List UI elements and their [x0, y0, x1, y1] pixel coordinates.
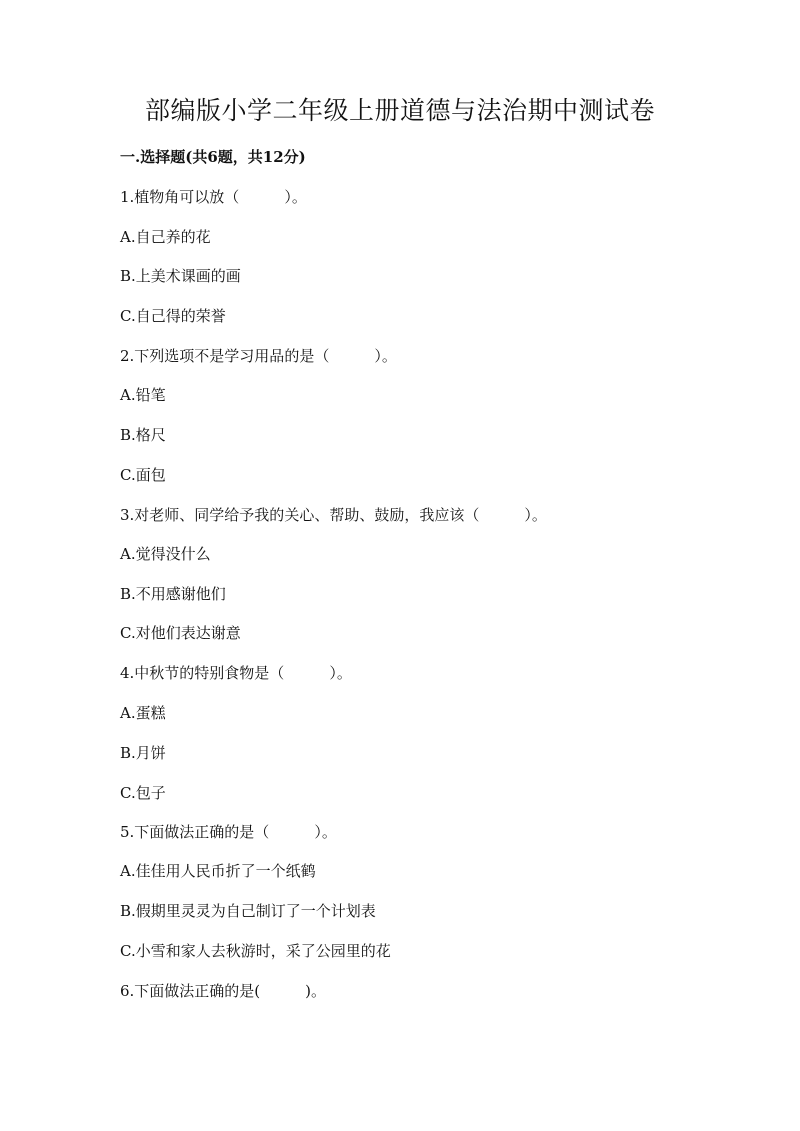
option-1a: A.自己养的花 — [120, 228, 211, 246]
option-3c: C.对他们表达谢意 — [120, 624, 241, 642]
question-6: 6.下面做法正确的是( )。 — [120, 982, 327, 1000]
question-2: 2.下列选项不是学习用品的是（ ）。 — [120, 347, 397, 365]
option-4a: A.蛋糕 — [120, 704, 166, 722]
option-4b: B.月饼 — [120, 744, 166, 762]
question-5: 5.下面做法正确的是（ ）。 — [120, 823, 337, 841]
option-3b: B.不用感谢他们 — [120, 585, 226, 603]
option-5c: C.小雪和家人去秋游时，采了公园里的花 — [120, 942, 391, 960]
option-2b: B.格尺 — [120, 426, 166, 444]
option-5a: A.佳佳用人民币折了一个纸鹤 — [120, 862, 316, 880]
section-heading: 一.选择题(共6题，共12分) — [120, 148, 306, 166]
option-5b: B.假期里灵灵为自己制订了一个计划表 — [120, 902, 376, 920]
option-4c: C.包子 — [120, 784, 166, 802]
option-1b: B.上美术课画的画 — [120, 267, 241, 285]
question-1: 1.植物角可以放（ ）。 — [120, 188, 307, 206]
question-4: 4.中秋节的特别食物是（ ）。 — [120, 664, 352, 682]
option-1c: C.自己得的荣誉 — [120, 307, 226, 325]
question-3: 3.对老师、同学给予我的关心、帮助、鼓励，我应该（ ）。 — [120, 506, 547, 524]
option-2a: A.铅笔 — [120, 386, 166, 404]
page-title: 部编版小学二年级上册道德与法治期中测试卷 — [144, 96, 655, 125]
option-2c: C.面包 — [120, 466, 166, 484]
option-3a: A.觉得没什么 — [120, 545, 211, 563]
